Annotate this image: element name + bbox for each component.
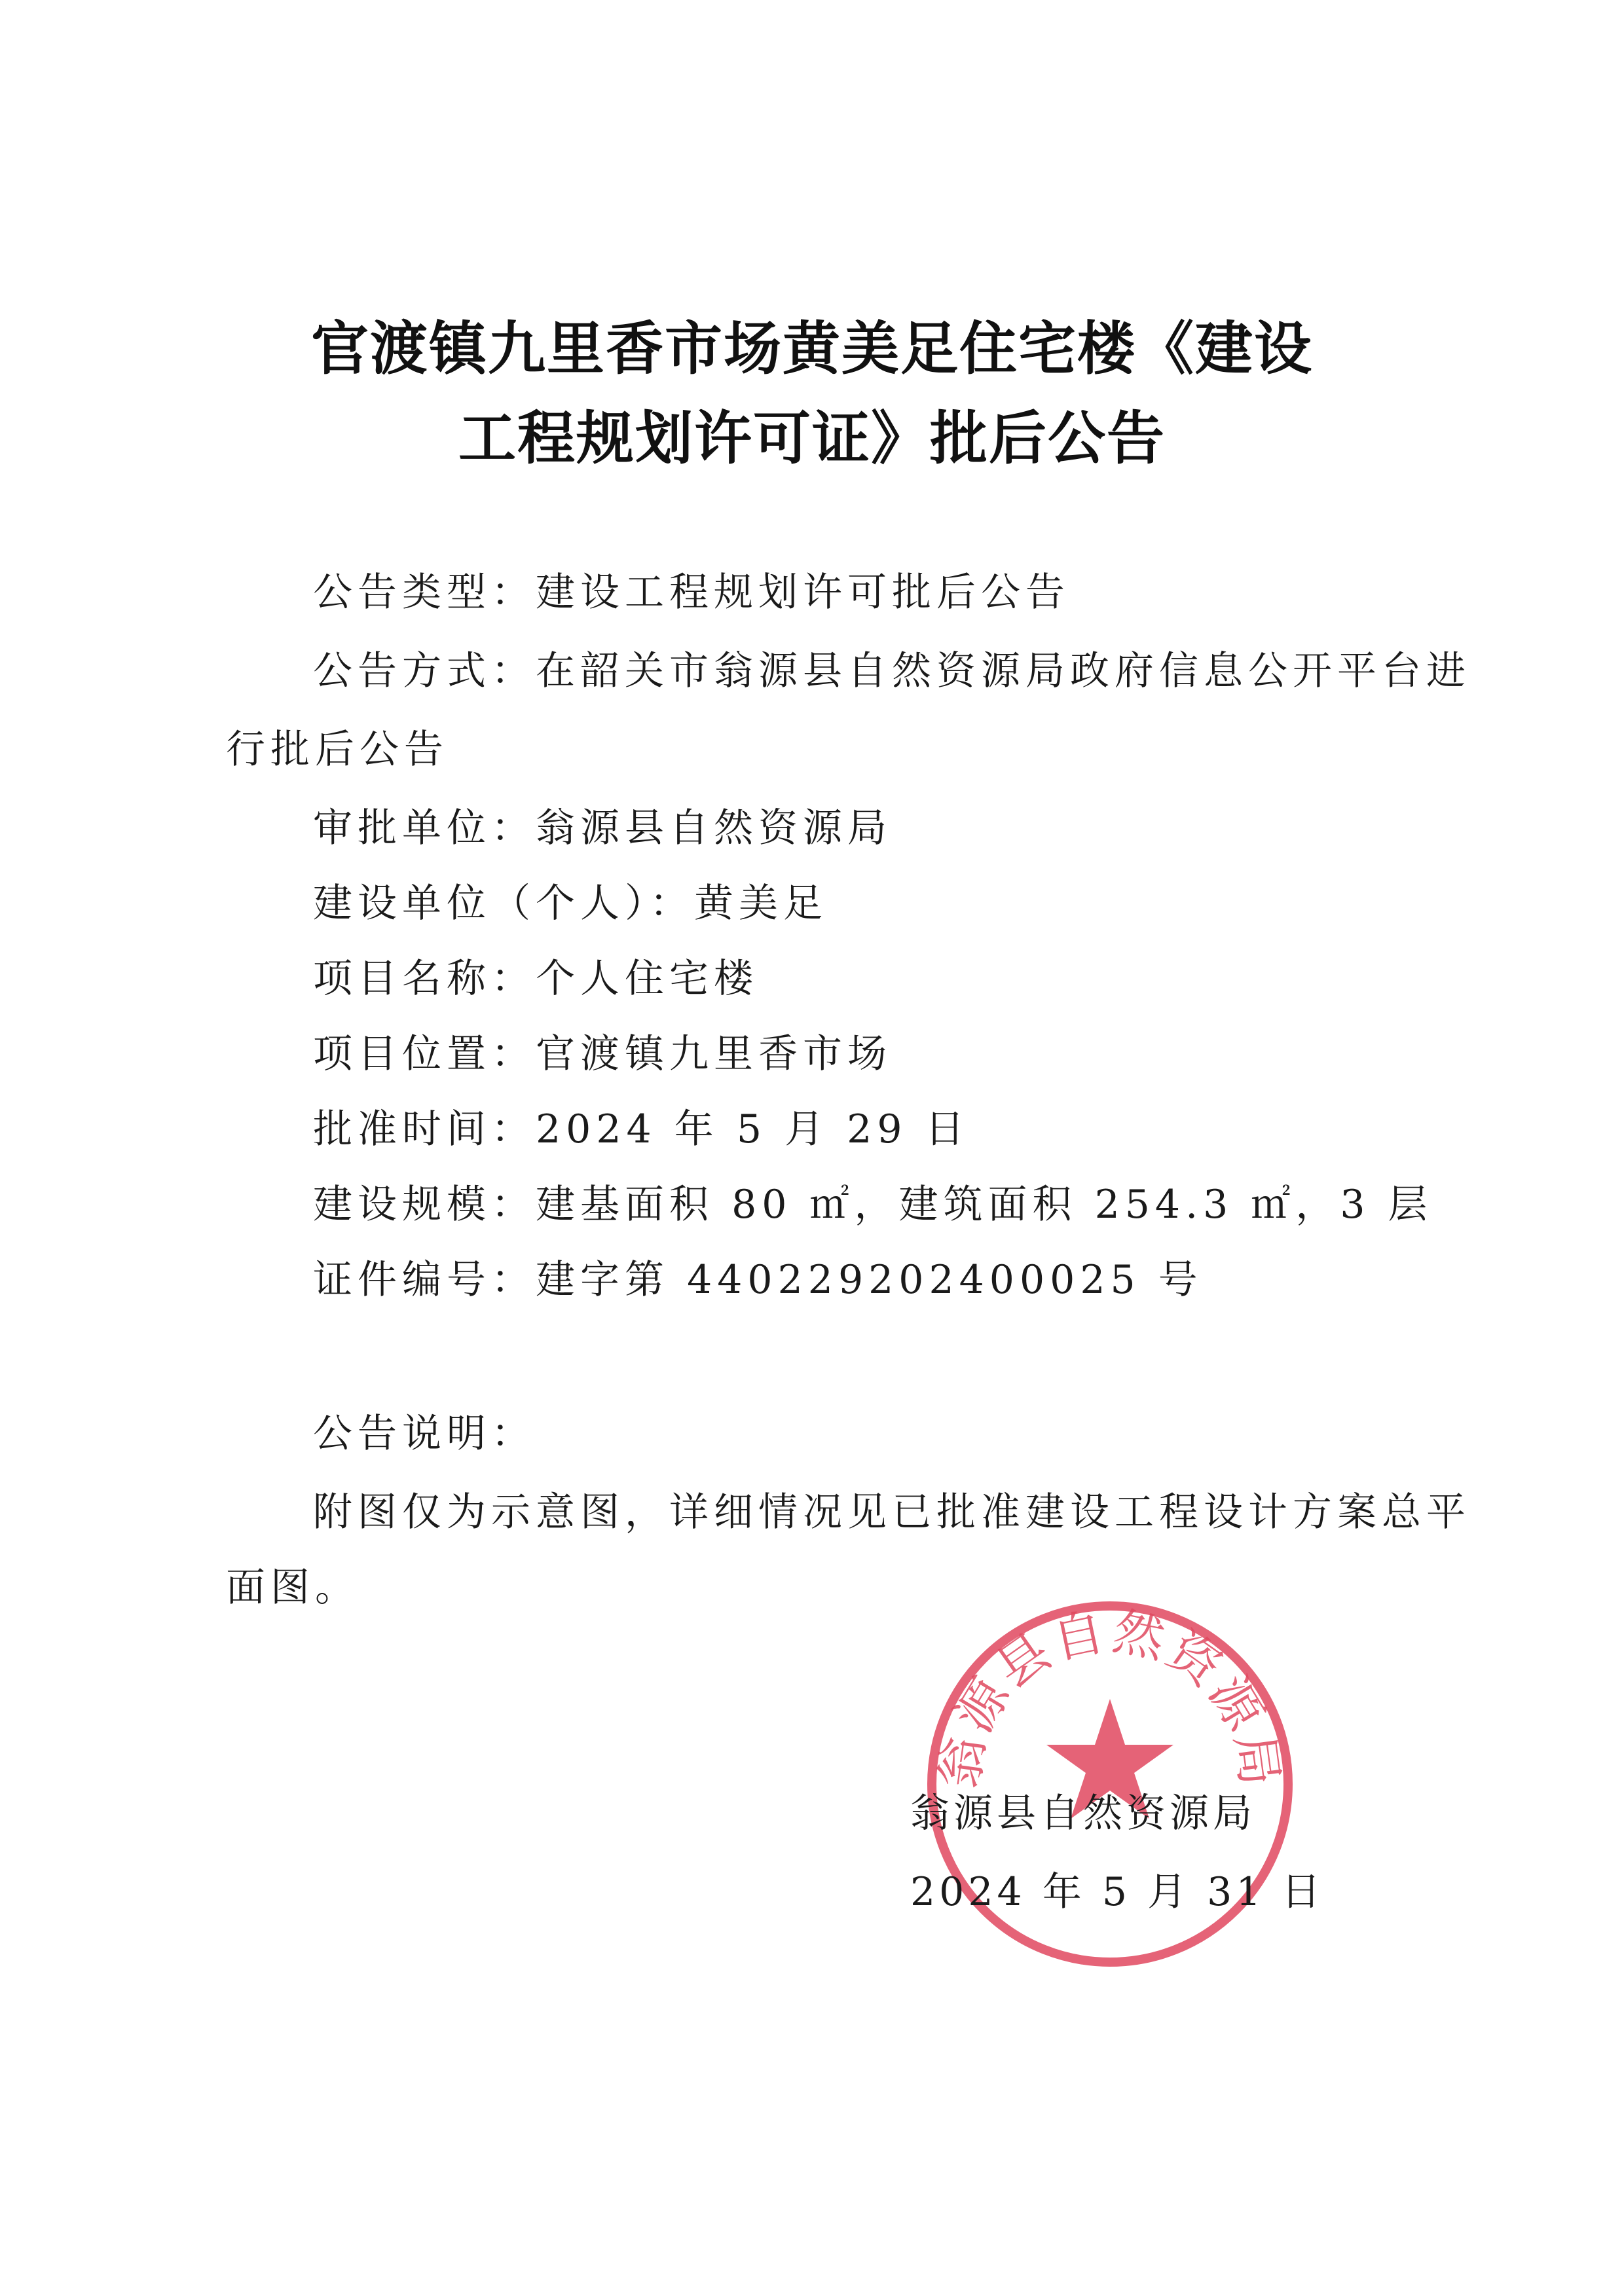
notes-heading: 公告说明： <box>313 1411 536 1457</box>
field-project-location: 项目位置：官渡镇九里香市场 <box>313 1031 892 1077</box>
field-announcement-type: 公告类型：建设工程规划许可批后公告 <box>313 570 1070 615</box>
field-announcement-method: 公告方式：在韶关市翁源县自然资源局政府信息公开平台进 <box>313 648 1471 694</box>
field-approval-time: 批准时间：2024 年 5 月 29 日 <box>313 1106 970 1152</box>
field-construction-unit: 建设单位（个人）：黄美足 <box>313 881 828 926</box>
signature-date: 2024 年 5 月 31 日 <box>910 1869 1325 1915</box>
field-project-name: 项目名称：个人住宅楼 <box>313 956 758 1002</box>
official-seal-icon <box>920 1594 1300 1974</box>
field-certificate-number: 证件编号：建字第 440229202400025 号 <box>313 1257 1203 1303</box>
signature-organization: 翁源县自然资源局 <box>910 1791 1256 1836</box>
document-title-line-2: 工程规划许可证》批后公告 <box>458 404 1166 472</box>
field-approval-unit: 审批单位：翁源县自然资源局 <box>313 805 892 851</box>
notes-text-cont: 面图。 <box>226 1565 360 1611</box>
document-title-line-1: 官渡镇九里香市场黄美足住宅楼《建设 <box>310 314 1313 382</box>
notes-text: 附图仅为示意图，详细情况见已批准建设工程设计方案总平 <box>313 1489 1471 1535</box>
field-announcement-method-cont: 行批后公告 <box>226 727 449 773</box>
field-construction-scale: 建设规模：建基面积 80 ㎡，建筑面积 254.3 ㎡，3 层 <box>313 1182 1433 1228</box>
seal-text: 翁源县自然资源局 <box>930 1601 1290 1792</box>
